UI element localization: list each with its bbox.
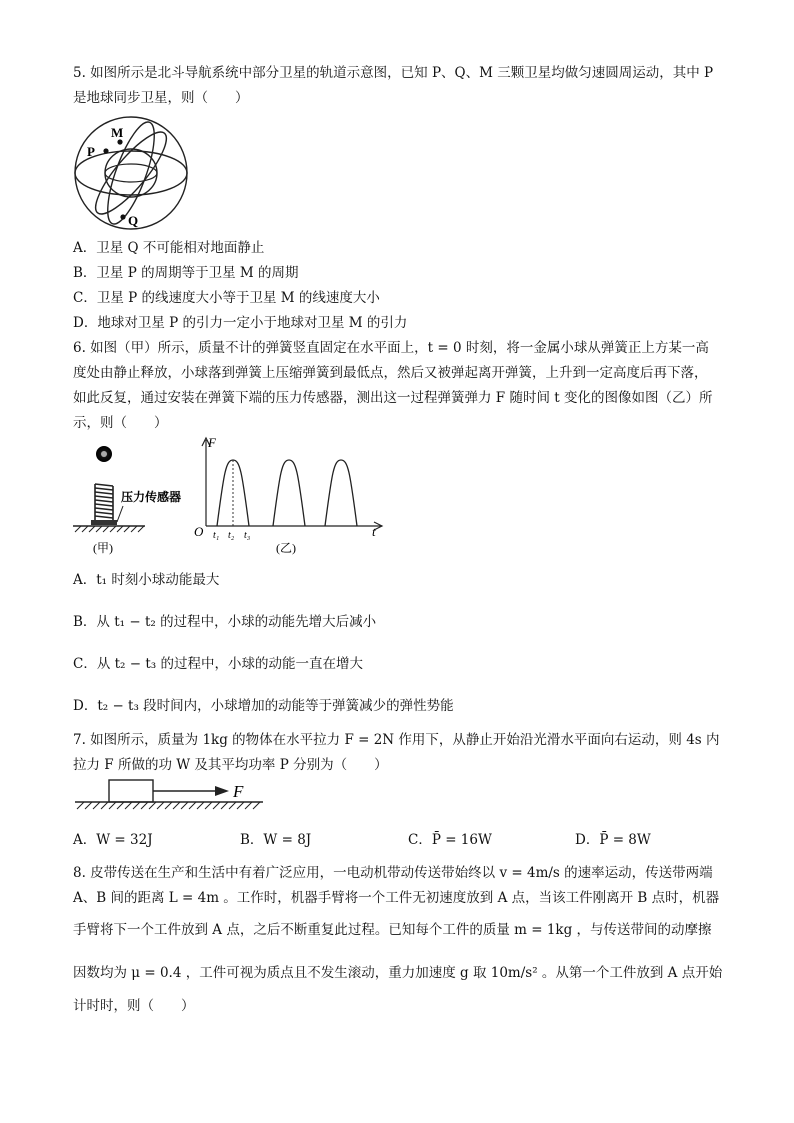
q6-spring-figure	[73, 440, 203, 560]
q6-option-a: A．t₁ 时刻小球动能最大	[73, 572, 220, 588]
q7-option-b: B．W = 8J	[240, 832, 312, 848]
q6-t2-label: t₂	[228, 530, 235, 541]
q8-stem-line-2: A、B 间的距离 L = 4m 。工作时，机器手臂将一个工件无初速度放到 A 点，当该工件刚离开 B 点时，机器	[73, 890, 720, 906]
q6-option-d: D．t₂ − t₃ 段时间内，小球增加的动能等于弹簧减少的弹性势能	[73, 698, 454, 714]
q6-jia-label: (甲)	[93, 541, 113, 555]
q6-yi-label: (乙)	[276, 541, 296, 555]
q6-axis-t-label: t	[372, 524, 376, 539]
q6-sensor-label: 压力传感器	[121, 490, 182, 504]
q5-satellite-orbit-figure	[73, 113, 195, 235]
q8-stem-line-3: 手臂将下一个工件放到 A 点，之后不断重复此过程。已知每个工件的质量 m = 1kg ，与传送带间的动摩擦	[73, 922, 712, 938]
q6-force-time-graph	[186, 432, 386, 560]
q6-option-b: B．从 t₁ − t₂ 的过程中，小球的动能先增大后减小	[73, 614, 377, 630]
q5-label-m: M	[111, 125, 124, 140]
q5-label-p: P	[87, 144, 95, 159]
q5-option-c: C．卫星 P 的线速度大小等于卫星 M 的线速度大小	[73, 290, 380, 306]
q8-stem-line-5: 计时时，则（ ）	[73, 998, 195, 1014]
q7-option-c: C．P̄ = 16W	[408, 832, 492, 848]
q5-label-q: Q	[128, 213, 139, 228]
q5-option-a: A．卫星 Q 不可能相对地面静止	[73, 240, 265, 256]
q6-stem-line-3: 如此反复，通过安装在弹簧下端的压力传感器，测出这一过程弹簧弹力 F 随时间 t 变化的图像如图（乙）所	[73, 390, 713, 406]
q6-axis-f-label: F	[208, 435, 216, 450]
q5-stem-line-1: 5. 如图所示是北斗导航系统中部分卫星的轨道示意图，已知 P、Q、M 三颗卫星均做匀速圆周运动，其中 P	[73, 65, 714, 81]
q8-stem-line-1: 8. 皮带传送在生产和生活中有着广泛应用，一电动机带动传送带始终以 v = 4m/s 的速率运动，传送带两端	[73, 865, 713, 881]
q5-option-d: D．地球对卫星 P 的引力一定小于地球对卫星 M 的引力	[73, 315, 408, 331]
q6-origin-label: O	[194, 524, 204, 539]
q7-stem-line-1: 7. 如图所示，质量为 1kg 的物体在水平拉力 F = 2N 作用下，从静止开始沿光滑水平面向右运动，则 4s 内	[73, 732, 720, 748]
q6-option-c: C．从 t₂ − t₃ 的过程中，小球的动能一直在增大	[73, 656, 363, 672]
q8-stem-line-4: 因数均为 μ = 0.4 ，工件可视为质点且不发生滚动，重力加速度 g 取 10m/s² 。从第一个工件放到 A 点开始	[73, 965, 723, 981]
q7-option-a: A．W = 32J	[73, 832, 153, 848]
q5-option-b: B．卫星 P 的周期等于卫星 M 的周期	[73, 265, 299, 281]
q6-t3-label: t₃	[244, 530, 251, 541]
q7-force-label: F	[233, 782, 244, 801]
q5-stem-line-2: 是地球同步卫星，则（ ）	[73, 90, 249, 106]
q6-stem-line-2: 度处由静止释放，小球落到弹簧上压缩弹簧到最低点，然后又被弹起离开弹簧，上升到一定高度后再下落，	[73, 365, 708, 381]
q6-stem-line-4: 示，则（ ）	[73, 415, 168, 431]
q6-stem-line-1: 6. 如图（甲）所示，质量不计的弹簧竖直固定在水平面上，t = 0 时刻，将一金属小球从弹簧正上方某一高	[73, 340, 709, 356]
q7-block-figure	[73, 776, 273, 816]
q7-option-d: D．P̄ = 8W	[575, 832, 651, 848]
q7-stem-line-2: 拉力 F 所做的功 W 及其平均功率 P 分别为（ ）	[73, 757, 388, 773]
q6-t1-label: t₁	[213, 530, 220, 541]
